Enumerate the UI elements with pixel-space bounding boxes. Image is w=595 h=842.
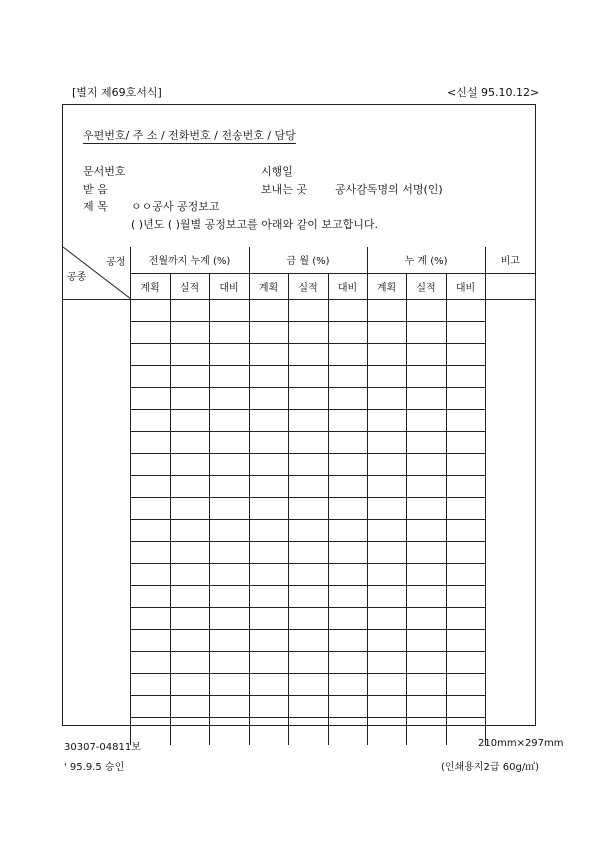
remarks-cell[interactable] [485,366,535,388]
value-cell[interactable] [249,344,288,366]
value-cell[interactable] [170,542,209,564]
date-label: 시행일 [261,165,293,178]
group-header-cumulative: 누 계 (%) [367,247,485,273]
table-row [63,696,535,718]
value-cell[interactable] [249,366,288,388]
value-cell[interactable] [406,410,446,432]
value-cell[interactable] [209,432,249,454]
value-cell[interactable] [209,586,249,608]
value-cell[interactable] [288,718,328,746]
value-cell[interactable] [367,608,406,630]
value-cell[interactable] [406,388,446,410]
remarks-cell[interactable] [485,498,535,520]
value-cell[interactable] [209,542,249,564]
value-cell[interactable] [367,520,406,542]
value-cell[interactable] [288,564,328,586]
value-cell[interactable] [170,564,209,586]
value-cell[interactable] [170,652,209,674]
value-cell[interactable] [406,674,446,696]
remarks-cell[interactable] [485,344,535,366]
value-cell[interactable] [288,696,328,718]
subheader-ratio: 대비 [446,273,485,299]
value-cell[interactable] [209,652,249,674]
value-cell[interactable] [170,498,209,520]
value-cell[interactable] [367,718,406,746]
value-cell[interactable] [209,454,249,476]
value-cell[interactable] [249,498,288,520]
value-cell[interactable] [367,564,406,586]
value-cell[interactable] [446,498,485,520]
value-cell[interactable] [406,696,446,718]
table-row [63,652,535,674]
work-type-cell[interactable] [63,476,130,498]
value-cell[interactable] [249,410,288,432]
value-cell[interactable] [209,674,249,696]
value-cell[interactable] [130,432,170,454]
value-cell[interactable] [170,410,209,432]
value-cell[interactable] [130,696,170,718]
work-type-cell[interactable] [63,498,130,520]
value-cell[interactable] [367,388,406,410]
value-cell[interactable] [130,300,170,322]
value-cell[interactable] [367,344,406,366]
value-cell[interactable] [288,366,328,388]
value-cell[interactable] [170,344,209,366]
receiver-label: 받 음 [83,183,108,196]
value-cell[interactable] [130,564,170,586]
value-cell[interactable] [446,674,485,696]
value-cell[interactable] [288,630,328,652]
remarks-cell[interactable] [485,608,535,630]
remarks-cell[interactable] [485,432,535,454]
value-cell[interactable] [288,300,328,322]
value-cell[interactable] [130,388,170,410]
value-cell[interactable] [170,674,209,696]
remarks-cell[interactable] [485,410,535,432]
value-cell[interactable] [249,718,288,746]
table-row [63,366,535,388]
value-cell[interactable] [328,498,367,520]
work-type-cell[interactable] [63,586,130,608]
work-type-cell[interactable] [63,520,130,542]
value-cell[interactable] [328,674,367,696]
value-cell[interactable] [170,520,209,542]
remarks-cell[interactable] [485,630,535,652]
value-cell[interactable] [288,344,328,366]
value-cell[interactable] [249,564,288,586]
value-cell[interactable] [249,388,288,410]
value-cell[interactable] [446,608,485,630]
value-cell[interactable] [367,366,406,388]
progress-table [63,247,535,745]
value-cell[interactable] [446,432,485,454]
value-cell[interactable] [209,300,249,322]
corner-cell [63,247,130,300]
value-cell[interactable] [446,564,485,586]
value-cell[interactable] [328,696,367,718]
value-cell[interactable] [446,586,485,608]
work-type-cell[interactable] [63,410,130,432]
value-cell[interactable] [406,586,446,608]
value-cell[interactable] [209,410,249,432]
remarks-cell[interactable] [485,322,535,344]
work-type-cell[interactable] [63,652,130,674]
table-row [63,300,535,322]
value-cell[interactable] [367,674,406,696]
value-cell[interactable] [328,652,367,674]
body-text: ( )년도 ( )월별 공정보고를 아래와 같이 보고합니다. [131,218,379,231]
sender-label: 보내는 곳 [261,183,308,196]
value-cell[interactable] [249,300,288,322]
subheader-ratio: 대비 [328,273,367,299]
value-cell[interactable] [209,322,249,344]
value-cell[interactable] [209,388,249,410]
value-cell[interactable] [367,586,406,608]
value-cell[interactable] [130,652,170,674]
value-cell[interactable] [170,718,209,746]
table-row [63,344,535,366]
remarks-subheader-cell [485,273,535,299]
group-header-this-month: 금 월 (%) [249,247,367,273]
value-cell[interactable] [170,388,209,410]
value-cell[interactable] [249,608,288,630]
remarks-cell[interactable] [485,586,535,608]
value-cell[interactable] [406,652,446,674]
value-cell[interactable] [406,718,446,746]
value-cell[interactable] [130,520,170,542]
address-line [83,127,296,143]
value-cell[interactable] [209,344,249,366]
remarks-cell[interactable] [485,696,535,718]
value-cell[interactable] [130,542,170,564]
table-row [63,520,535,542]
subheader-plan: 계획 [249,273,288,299]
subheader-ratio: 대비 [209,273,249,299]
value-cell[interactable] [328,322,367,344]
value-cell[interactable] [130,410,170,432]
value-cell[interactable] [446,696,485,718]
subheader-plan: 계획 [130,273,170,299]
value-cell[interactable] [170,476,209,498]
value-cell[interactable] [406,476,446,498]
group-header-prev-total: 전월까지 누계 (%) [130,247,249,273]
value-cell[interactable] [209,520,249,542]
value-cell[interactable] [288,432,328,454]
value-cell[interactable] [130,608,170,630]
value-cell[interactable] [130,366,170,388]
form-number-label: [별지 제69호서식] [72,86,162,99]
value-cell[interactable] [367,410,406,432]
value-cell[interactable] [446,630,485,652]
work-type-cell[interactable] [63,630,130,652]
value-cell[interactable] [209,696,249,718]
value-cell[interactable] [367,696,406,718]
remarks-cell[interactable] [485,520,535,542]
corner-top-label: 공정 [106,257,126,268]
table-row [63,586,535,608]
value-cell[interactable] [328,432,367,454]
value-cell[interactable] [130,586,170,608]
paper-size: 210mm×297mm [478,738,564,749]
value-cell[interactable] [367,498,406,520]
value-cell[interactable] [288,674,328,696]
value-cell[interactable] [249,542,288,564]
work-type-cell[interactable] [63,300,130,322]
value-cell[interactable] [249,476,288,498]
table-row [63,454,535,476]
value-cell[interactable] [406,366,446,388]
value-cell[interactable] [406,564,446,586]
value-cell[interactable] [170,454,209,476]
value-cell[interactable] [249,652,288,674]
table-row [63,388,535,410]
value-cell[interactable] [446,542,485,564]
value-cell[interactable] [288,322,328,344]
value-cell[interactable] [446,300,485,322]
corner-bottom-label: 공종 [67,272,87,283]
table-row [63,322,535,344]
value-cell[interactable] [209,630,249,652]
value-cell[interactable] [288,586,328,608]
value-cell[interactable] [446,344,485,366]
value-cell[interactable] [328,410,367,432]
value-cell[interactable] [249,520,288,542]
value-cell[interactable] [170,322,209,344]
value-cell[interactable] [209,498,249,520]
work-type-cell[interactable] [63,608,130,630]
value-cell[interactable] [170,300,209,322]
value-cell[interactable] [328,520,367,542]
value-cell[interactable] [249,630,288,652]
remarks-cell[interactable] [485,454,535,476]
value-cell[interactable] [328,454,367,476]
value-cell[interactable] [249,322,288,344]
subject-label: 제 목 [83,200,108,213]
value-cell[interactable] [328,718,367,746]
value-cell[interactable] [130,344,170,366]
table-row [63,674,535,696]
value-cell[interactable] [328,344,367,366]
value-cell[interactable] [209,476,249,498]
value-cell[interactable] [288,476,328,498]
value-cell[interactable] [406,630,446,652]
value-cell[interactable] [367,476,406,498]
value-cell[interactable] [328,476,367,498]
value-cell[interactable] [209,608,249,630]
value-cell[interactable] [130,630,170,652]
remarks-header: 비고 [485,247,535,273]
value-cell[interactable] [288,542,328,564]
value-cell[interactable] [130,454,170,476]
value-cell[interactable] [209,564,249,586]
value-cell[interactable] [170,586,209,608]
value-cell[interactable] [367,432,406,454]
subject-value: ㅇㅇ공사 공정보고 [131,200,220,213]
value-cell[interactable] [170,366,209,388]
value-cell[interactable] [406,498,446,520]
value-cell[interactable] [209,366,249,388]
value-cell[interactable] [446,366,485,388]
table-row [63,542,535,564]
value-cell[interactable] [367,454,406,476]
form-code: 30307-04811보 [64,742,141,753]
value-cell[interactable] [170,696,209,718]
value-cell[interactable] [288,608,328,630]
value-cell[interactable] [130,476,170,498]
value-cell[interactable] [446,410,485,432]
form-frame [62,104,536,726]
remarks-cell[interactable] [485,476,535,498]
subheader-actual: 실적 [170,273,209,299]
value-cell[interactable] [406,344,446,366]
value-cell[interactable] [328,608,367,630]
value-cell[interactable] [367,630,406,652]
table-row [63,410,535,432]
value-cell[interactable] [446,454,485,476]
address-line-text: 우편번호/ 주 소 / 전화번호 / 전송번호 / 담당 [83,129,296,142]
value-cell[interactable] [249,432,288,454]
value-cell[interactable] [367,300,406,322]
value-cell[interactable] [288,520,328,542]
value-cell[interactable] [367,322,406,344]
table-row [63,630,535,652]
value-cell[interactable] [328,366,367,388]
work-type-cell[interactable] [63,674,130,696]
value-cell[interactable] [328,300,367,322]
value-cell[interactable] [130,498,170,520]
value-cell[interactable] [209,718,249,746]
remarks-cell[interactable] [485,674,535,696]
work-type-cell[interactable] [63,454,130,476]
value-cell[interactable] [328,542,367,564]
value-cell[interactable] [406,542,446,564]
value-cell[interactable] [328,388,367,410]
value-cell[interactable] [446,322,485,344]
revision-label: <신설 95.10.12> [447,86,540,99]
value-cell[interactable] [446,476,485,498]
work-type-cell[interactable] [63,432,130,454]
table-row [63,564,535,586]
sender-value: 공사감독명의 서명(인) [335,183,443,196]
value-cell[interactable] [367,542,406,564]
table-row [63,498,535,520]
value-cell[interactable] [249,586,288,608]
doc-number-label: 문서번호 [83,165,126,178]
remarks-cell[interactable] [485,542,535,564]
subheader-actual: 실적 [288,273,328,299]
work-type-cell[interactable] [63,564,130,586]
value-cell[interactable] [249,696,288,718]
value-cell[interactable] [288,410,328,432]
value-cell[interactable] [328,564,367,586]
value-cell[interactable] [288,498,328,520]
value-cell[interactable] [328,586,367,608]
remarks-cell[interactable] [485,564,535,586]
subheader-plan: 계획 [367,273,406,299]
work-type-cell[interactable] [63,344,130,366]
value-cell[interactable] [249,454,288,476]
value-cell[interactable] [406,300,446,322]
work-type-cell[interactable] [63,388,130,410]
value-cell[interactable] [446,520,485,542]
table-row [63,476,535,498]
table-row [63,608,535,630]
value-cell[interactable] [406,322,446,344]
value-cell[interactable] [406,432,446,454]
value-cell[interactable] [288,652,328,674]
remarks-cell[interactable] [485,300,535,322]
value-cell[interactable] [328,630,367,652]
work-type-cell[interactable] [63,696,130,718]
paper-spec: (인쇄용지2급 60g/㎡) [441,762,540,773]
remarks-cell[interactable] [485,388,535,410]
value-cell[interactable] [170,432,209,454]
work-type-cell[interactable] [63,322,130,344]
value-cell[interactable] [288,454,328,476]
value-cell[interactable] [130,322,170,344]
value-cell[interactable] [406,454,446,476]
value-cell[interactable] [446,652,485,674]
value-cell[interactable] [367,652,406,674]
value-cell[interactable] [130,674,170,696]
remarks-cell[interactable] [485,652,535,674]
work-type-cell[interactable] [63,366,130,388]
value-cell[interactable] [288,388,328,410]
value-cell[interactable] [249,674,288,696]
value-cell[interactable] [446,388,485,410]
subheader-actual: 실적 [406,273,446,299]
value-cell[interactable] [406,520,446,542]
value-cell[interactable] [170,608,209,630]
value-cell[interactable] [406,608,446,630]
value-cell[interactable] [170,630,209,652]
work-type-cell[interactable] [63,542,130,564]
table-row [63,432,535,454]
approval-date: ' 95.9.5 승인 [64,762,125,773]
